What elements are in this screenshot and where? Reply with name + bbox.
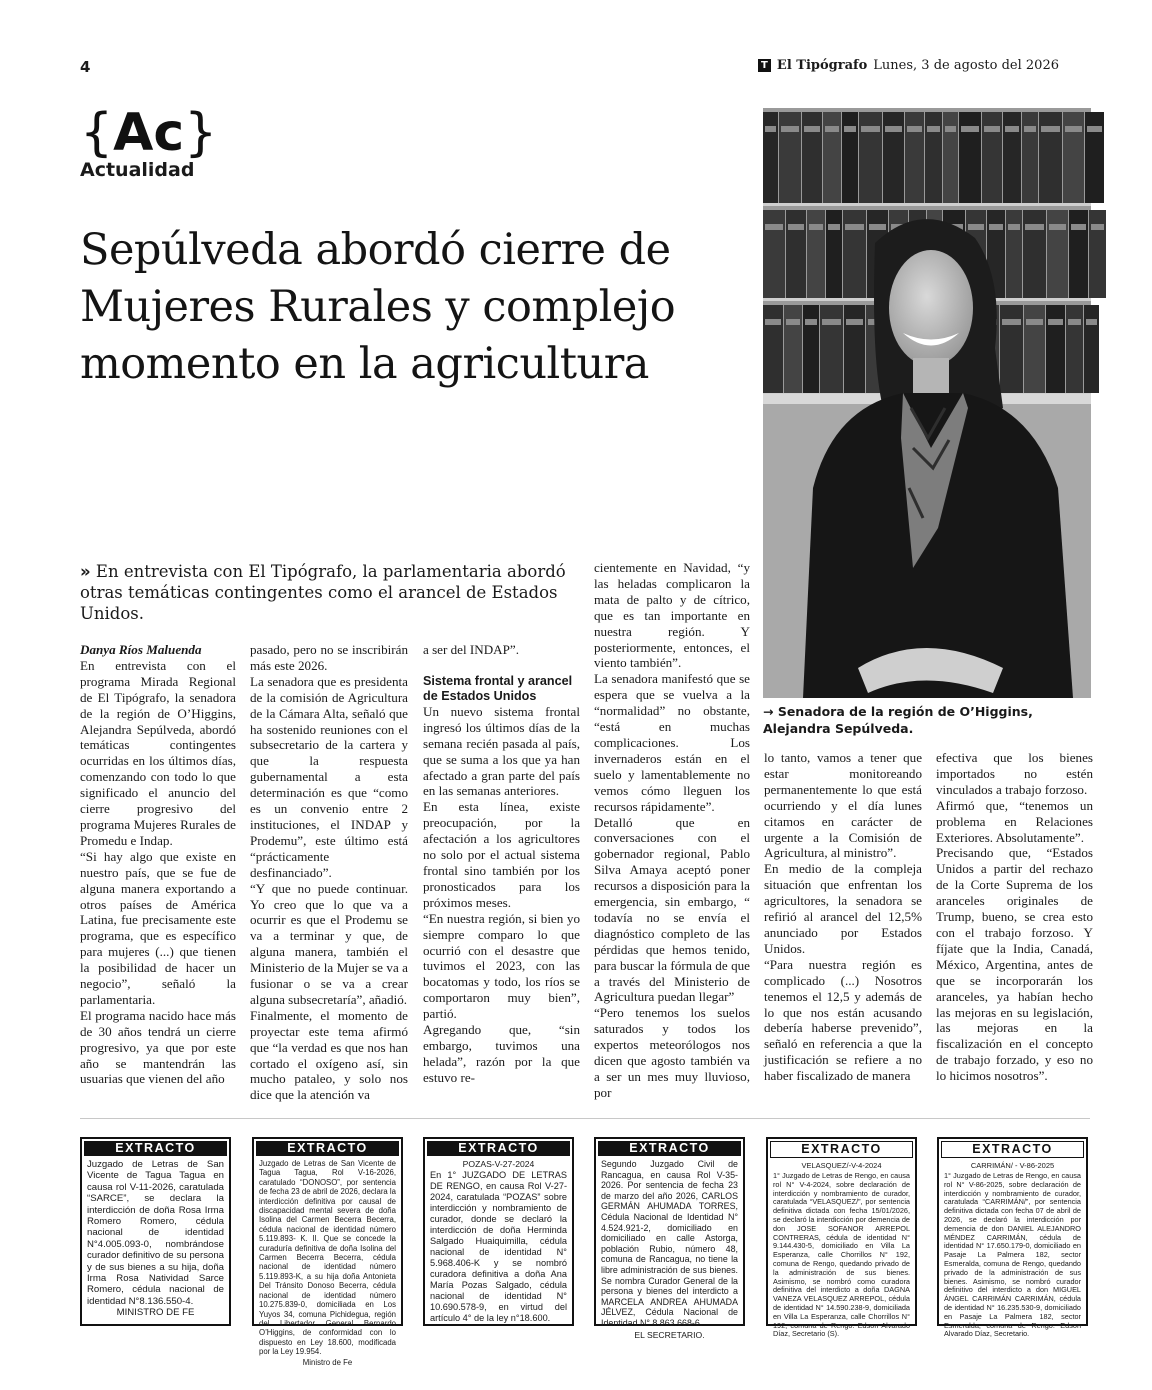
notice-title: EXTRACTO — [598, 1141, 741, 1156]
paragraph: cientemente en Navidad, “y las heladas complicaron la mata de palto y de cítrico, que es tan importante en nuestra región. Y posteriormente, entonces, el viento también”. — [594, 560, 750, 671]
deck-marker: » — [80, 562, 91, 581]
paragraph: “En nuestra región, si bien yo siempre comparo lo que ocurrió con el desastre que tuvimos el 2023, con las bocatomas y todo, los ríos se comportaron muy bien”, partió. — [423, 910, 580, 1022]
section-label — [80, 103, 217, 181]
notice-title: EXTRACTO — [427, 1141, 570, 1156]
notice-body: 1° Juzgado de Letras de Rengo, en causa rol N° V-86-2025, sobre declaración de interdicción y nombramiento de curador, caratulada “CARRIMÁN/”, por sentencia definitiva dictada con fecha 07 de abril de 2026, se declaró la interdicción por demencia de don DANIEL ALEJANDRO MÉNDEZ CARRIMÁN, cédula de identidad N° 17.650.179-0, domiciliado en Pasaje La Palmera 182, sector Esmeralda, comuna de Rengo, quedando privado de la administración de sus bienes. Asimismo, se nombró curador definitivo del interdicto a don MIGUEL ÁNGEL CARRIMÁN CARRIMÁN, cédula de identidad N° 16.235.530-9, domiciliado en Pasaje La Palmera 182, sector Esmeralda, comuna de Rengo. Edson Alvarado Díaz, Secretario. — [944, 1171, 1081, 1339]
masthead — [758, 58, 1059, 73]
legal-notice-5 — [766, 1137, 917, 1339]
paragraph: Agregando que, “sin embargo, tuvimos una helada”, razón por la que estuvo re- — [423, 1022, 580, 1085]
paragraph: El programa nacido hace más de 30 años tendrá un cierre progresivo, ya que por este año se mantendrán las usuarias que vienen del año — [80, 1007, 236, 1087]
deck-text: En entrevista con El Tipógrafo, la parlamentaria abordó otras temáticas contingentes como el arancel de Estados Unidos. — [80, 562, 566, 623]
paragraph: La senadora que es presidenta de la comisión de Agricultura de la Cámara Alta, señaló que ha sostenido reuniones con el subsecretario de la cartera y que la respuesta gubernamental a esta determinación es que “como es un convenio entre 2 instituciones, el INDAP y Prodemu”, este último está “prácticamente desfinanciado”. — [250, 673, 408, 880]
divider — [80, 1118, 1090, 1119]
section-abbr: {Ac} — [80, 103, 218, 163]
article-column-1 — [80, 642, 236, 1087]
paragraph: a ser del INDAP”. — [423, 642, 519, 657]
byline: Danya Ríos Maluenda — [80, 642, 202, 657]
notice-body: Juzgado de Letras de San Vicente de Tagua Tagua, Rol V-16-2026, caratulado “DONOSO”, por sentencia de fecha 23 de abril de 2026, declara la interdicción definitiva por causal de discapacidad mental severa de doña Isolina del Carmen Becerra Becerra, cédula nacional de identidad número 5.119.893- K. II. Que se concede la curaduría definitiva de doña Isolina del Carmen Becerra Becerra, cédula nacional de identidad número 5.119.893-K, a su hija doña Antonieta Del Tránsito Donoso Becerra, cédula nacional de identidad número 10.275.839-0, domiciliada en Los Yuyos 34, comuna Pichidegua, región del Libertador General Bernardo O’Higgins, de conformidad con lo dispuesto en Ley 18.600, modificada por la Ley 19.954. — [259, 1159, 396, 1357]
headline: Sepúlveda abordó cierre de Mujeres Rurales y complejo momento en la agricultura — [80, 225, 676, 389]
paragraph: La senadora manifestó que se espera que se vuelva a la “normalidad” no obstante, “está en muchas complicaciones. Los invernaderos están en el suelo y lamentablemente no vemos cómo lleguen los recursos rápidamente”. — [594, 671, 750, 814]
legal-notice-2 — [252, 1137, 403, 1367]
paragraph: “Pero tenemos los suelos saturados y todos los expertos meteorólogos nos dicen que agosto también va a ser un mes muy lluvioso, por — [594, 1005, 750, 1100]
notice-title: EXTRACTO — [770, 1141, 913, 1158]
photo-caption: → Senadora de la región de O’Higgins, Alejandra Sepúlveda. — [763, 704, 1033, 736]
paragraph: En esta línea, existe preocupación, por la afectación a los agricultores no solo por el actual sistema frontal sino también por los pronosticados para los próximos meses. — [423, 799, 580, 910]
paragraph: “Y que no puede continuar. Yo creo que lo que va a ocurrir es que el Prodemu se va a terminar y que, de alguna manera, también el Ministerio de la Mujer se va a fusionar o se va a crear alguna subsecretaría”, añadió. — [250, 880, 408, 1007]
paragraph: En entrevista con el programa Mirada Regional de El Tipógrafo, la senadora de la región de O’Higgins, Alejandra Sepúlveda, abordó temáticas contingentes ocurridas en los últimos días, comenzando con todo lo que significado el anuncio del cierre progresivo del programa Mujeres Rurales de Promedu e Indap. — [80, 657, 236, 848]
page-number: 4 — [80, 58, 91, 76]
legal-notice-1 — [80, 1137, 231, 1326]
paragraph: Un nuevo sistema frontal ingresó los últimos días de la semana recién pasada al país, que se suma a los que ya han afectado a gran parte del país en las semanas anteriores. — [423, 703, 580, 799]
notice-title: EXTRACTO — [941, 1141, 1084, 1158]
paragraph: pasado, pero no se inscribirán más este 2026. — [250, 642, 408, 673]
masthead-name: El Tipógrafo — [776, 58, 868, 73]
paragraph: Detalló que en conversaciones con el gobernador regional, Pablo Silva Amaya aceptó poner recursos a disposición para la emergencia, sin embargo, “ todavía no se envía el diagnóstico completo de las pérdidas que hemos tenido, para buscar la fórmula de que a través del Ministerio de Agricultura puedan llegar” — [594, 814, 750, 1005]
notice-reference: POZAS-V-27-2024 — [462, 1159, 535, 1169]
paragraph: lo tanto, vamos a tener que estar monitoreando permanentemente lo que está ocurriendo y el día lunes citamos en carácter de urgente a la Comisión de Agricultura, al ministro”. — [764, 750, 922, 861]
notice-body: 1° Juzgado de Letras de Rengo, en causa rol N° V-4-2024, sobre declaración de interdicción y nombramiento de curador, caratulada “VELASQUEZ/”, por sentencia definitiva dictada con fecha 15/01/2026, se declaró la interdicción por demencia de don JOSE SOFANOR ARREPOL CONTRERAS, cédula de identidad N° 9.144.430-5, domiciliado en Villa La Esperanza, calle Chorrillos N° 192, comuna de Rengo, quedando privado de la administración de sus bienes. Asimismo, se nombró como curadora definitiva del interdicto a doña DAGNA VANEZA VELASQUEZ ARREPOL, cédula de identidad N° 14.590.238-9, domiciliada en Villa La Esperanza, calle Chorrillos N° 192, comuna de Rengo. Edson Alvarado Díaz, Secretario (S). — [773, 1171, 910, 1339]
notice-reference: CARRIMÁN/ - V-86-2025 — [970, 1161, 1055, 1170]
article-column-4 — [594, 560, 750, 1101]
masthead-logo-icon: T — [758, 59, 771, 72]
section-name: Actualidad — [80, 159, 195, 181]
subhead: Sistema frontal y arancel de Estados Unidos — [423, 673, 573, 703]
notice-signature: Ministro de Fe — [302, 1357, 353, 1367]
article-column-3 — [423, 642, 580, 1086]
notice-signature: MINISTRO DE FE — [116, 1307, 195, 1319]
notice-title: EXTRACTO — [84, 1141, 227, 1156]
legal-notice-3 — [423, 1137, 574, 1326]
notice-signature: EL SECRETARIO. — [634, 1329, 705, 1340]
notice-body: Segundo Juzgado Civil de Rancagua, en causa Rol V-35-2026. Por sentencia de fecha 23 de marzo del año 2026, CARLOS GERMÁN AHUMADA TORRES, Cédula Nacional de Identidad N° 4.524.921-2, domiciliado en domiciliado en calle Astorga, población Rubio, número 48, comuna de Rancagua, no tiene la libre administración de sus bienes. Se nombra Curador General de la persona y bienes del interdicto a MARCELA ANDREA AHUMADA JÉLVEZ, Cédula Nacional de Identidad N° 8.863.668-6. — [601, 1159, 738, 1328]
deck — [80, 561, 580, 624]
notice-title: EXTRACTO — [256, 1141, 399, 1156]
article-column-5 — [764, 750, 922, 1084]
notice-body: Juzgado de Letras de San Vicente de Tagua Tagua en causa rol V-11-2026, caratulada “SARCE”, se declara la interdicción de doña Rosa Irma Romero Romero, cédula nacional de identidad N°4.005.093-0, nombrándose curador definitivo de su persona y de sus bienes a su hija, doña Irma Rosa Natividad Sarce Romero, cédula nacional de identidad N°8.136.550-4. — [87, 1159, 224, 1307]
paragraph: “Si hay algo que existe en nuestro país, que se fue de alguna manera exportando a otros países de América Latina, fue precisamente este programa, que es específico para mujeres (...) que tienen la posibilidad de hacer un negocio”, señaló la parlamentaria. — [80, 848, 236, 1007]
masthead-date: Lunes, 3 de agosto del 2026 — [873, 58, 1059, 73]
portrait-illustration — [763, 108, 1091, 698]
paragraph: En medio de la compleja situación que enfrentan los agricultores, la senadora se refirió al arancel del 12,5% anunciado por Estados Unidos. — [764, 861, 922, 956]
paragraph: Afirmó que, “tenemos un problema en Relaciones Exteriores. Absolutamente”. — [936, 797, 1093, 845]
article-column-6 — [936, 750, 1093, 1084]
paragraph: efectiva que los bienes importados no estén vinculados a trabajo forzoso. — [936, 750, 1093, 797]
paragraph: Finalmente, el momento de proyectar este tema afirmó que “la verdad es que nos han cortado el oxígeno así, sin mucho pataleo, y solo nos dice que la atención va — [250, 1007, 408, 1103]
article-column-2 — [250, 642, 408, 1103]
legal-notice-6 — [937, 1137, 1088, 1339]
paragraph: Precisando que, “Estados Unidos a partir del rechazo de la Corte Suprema de los aranceles originales de Trump, bueno, se crea esto con el trabajo forzoso. Y fíjate que la India, Canadá, México, Argentina, antes de que se incorporarán los aranceles, ya habían hecho las mejoras en su legislación, las mejoras en la fiscalización en el concepto de trabajo forzado, y eso no lo hicimos nosotros”. — [936, 845, 1093, 1084]
notice-body: En 1° JUZGADO DE LETRAS DE RENGO, en causa Rol V-27-2024, caratulada “POZAS” sobre interdicción y nombramiento de curador, donde se declaró la interdicción de doña Herminda Salgado Huaiquimilla, cédula nacional de identidad N° 5.968.406-K y se nombró curadora definitiva a doña Ana María Pozas Salgado, cédula nacional de identidad N° 10.690.578-9, en virtud del artículo 4° de la ley n°18.600. — [430, 1170, 567, 1323]
senator-photo — [763, 108, 1091, 698]
legal-notice-4 — [594, 1137, 745, 1340]
paragraph: “Para nuestra región es complicado (...) Nosotros tenemos el 12,5 y además de lo que nos están acusando debería haberse prevenido”, señaló en referencia a que la justificación se refiere a no haber fiscalizado de manera — [764, 956, 922, 1084]
notice-reference: VELASQUEZ/-V-4-2024 — [801, 1161, 882, 1170]
